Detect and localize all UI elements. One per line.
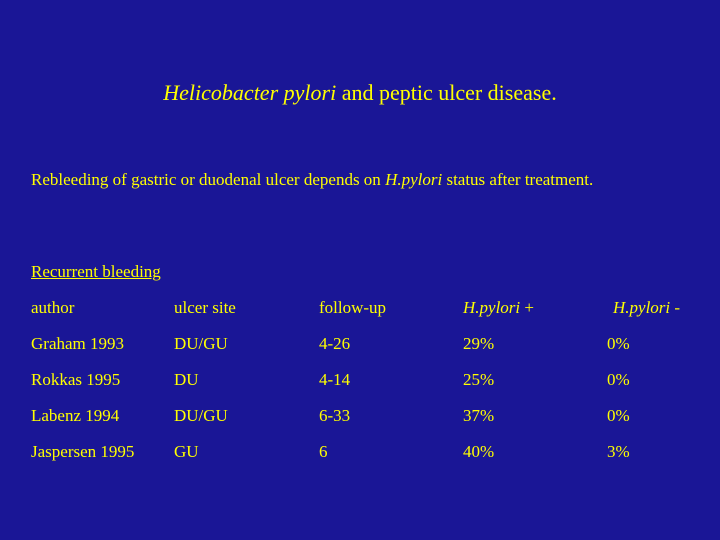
row-ulcer-site: DU/GU xyxy=(174,406,228,425)
row-follow-up: 6-33 xyxy=(319,406,351,425)
header-hp-positive-italic: H.pylori xyxy=(463,298,521,317)
row-hp-negative: 0% xyxy=(607,334,630,353)
row-follow-up: 4-26 xyxy=(319,334,351,353)
table-header-row xyxy=(31,298,701,334)
row-hp-positive: 29% xyxy=(463,334,495,353)
header-hp-negative xyxy=(613,298,680,318)
table-row xyxy=(31,334,701,370)
header-hp-negative-italic: H.pylori xyxy=(613,298,671,317)
header-author: author xyxy=(31,298,75,317)
intro-part2: status after treatment. xyxy=(442,170,594,189)
row-hp-positive: 37% xyxy=(463,406,495,425)
intro-italic: H.pylori xyxy=(385,170,443,189)
title-italic: Helicobacter pylori xyxy=(163,80,337,105)
intro-text xyxy=(31,168,671,192)
intro-part1: Rebleeding of gastric or duodenal ulcer depends on xyxy=(31,170,386,189)
header-follow-up: follow-up xyxy=(319,298,387,317)
table-row xyxy=(31,406,701,442)
row-ulcer-site: DU/GU xyxy=(174,334,228,353)
title-rest: and peptic ulcer disease. xyxy=(336,80,557,105)
row-author: Labenz 1994 xyxy=(31,406,120,425)
slide-title xyxy=(0,80,720,106)
header-hp-negative-suffix: - xyxy=(670,298,681,317)
header-hp-positive-suffix: + xyxy=(520,298,534,317)
table-row xyxy=(31,370,701,406)
header-hp-positive xyxy=(463,298,534,318)
section-heading: Recurrent bleeding xyxy=(31,262,161,281)
header-ulcer-site: ulcer site xyxy=(174,298,236,317)
row-follow-up: 4-14 xyxy=(319,370,351,389)
bleeding-table xyxy=(31,298,701,478)
row-ulcer-site: GU xyxy=(174,442,199,461)
table-row xyxy=(31,442,701,478)
row-ulcer-site: DU xyxy=(174,370,199,389)
row-follow-up: 6 xyxy=(319,442,328,461)
row-hp-negative: 0% xyxy=(607,406,630,425)
row-author: Graham 1993 xyxy=(31,334,125,353)
row-author: Rokkas 1995 xyxy=(31,370,121,389)
row-hp-positive: 40% xyxy=(463,442,495,461)
row-hp-negative: 3% xyxy=(607,442,630,461)
row-hp-negative: 0% xyxy=(607,370,630,389)
row-hp-positive: 25% xyxy=(463,370,495,389)
row-author: Jaspersen 1995 xyxy=(31,442,135,461)
